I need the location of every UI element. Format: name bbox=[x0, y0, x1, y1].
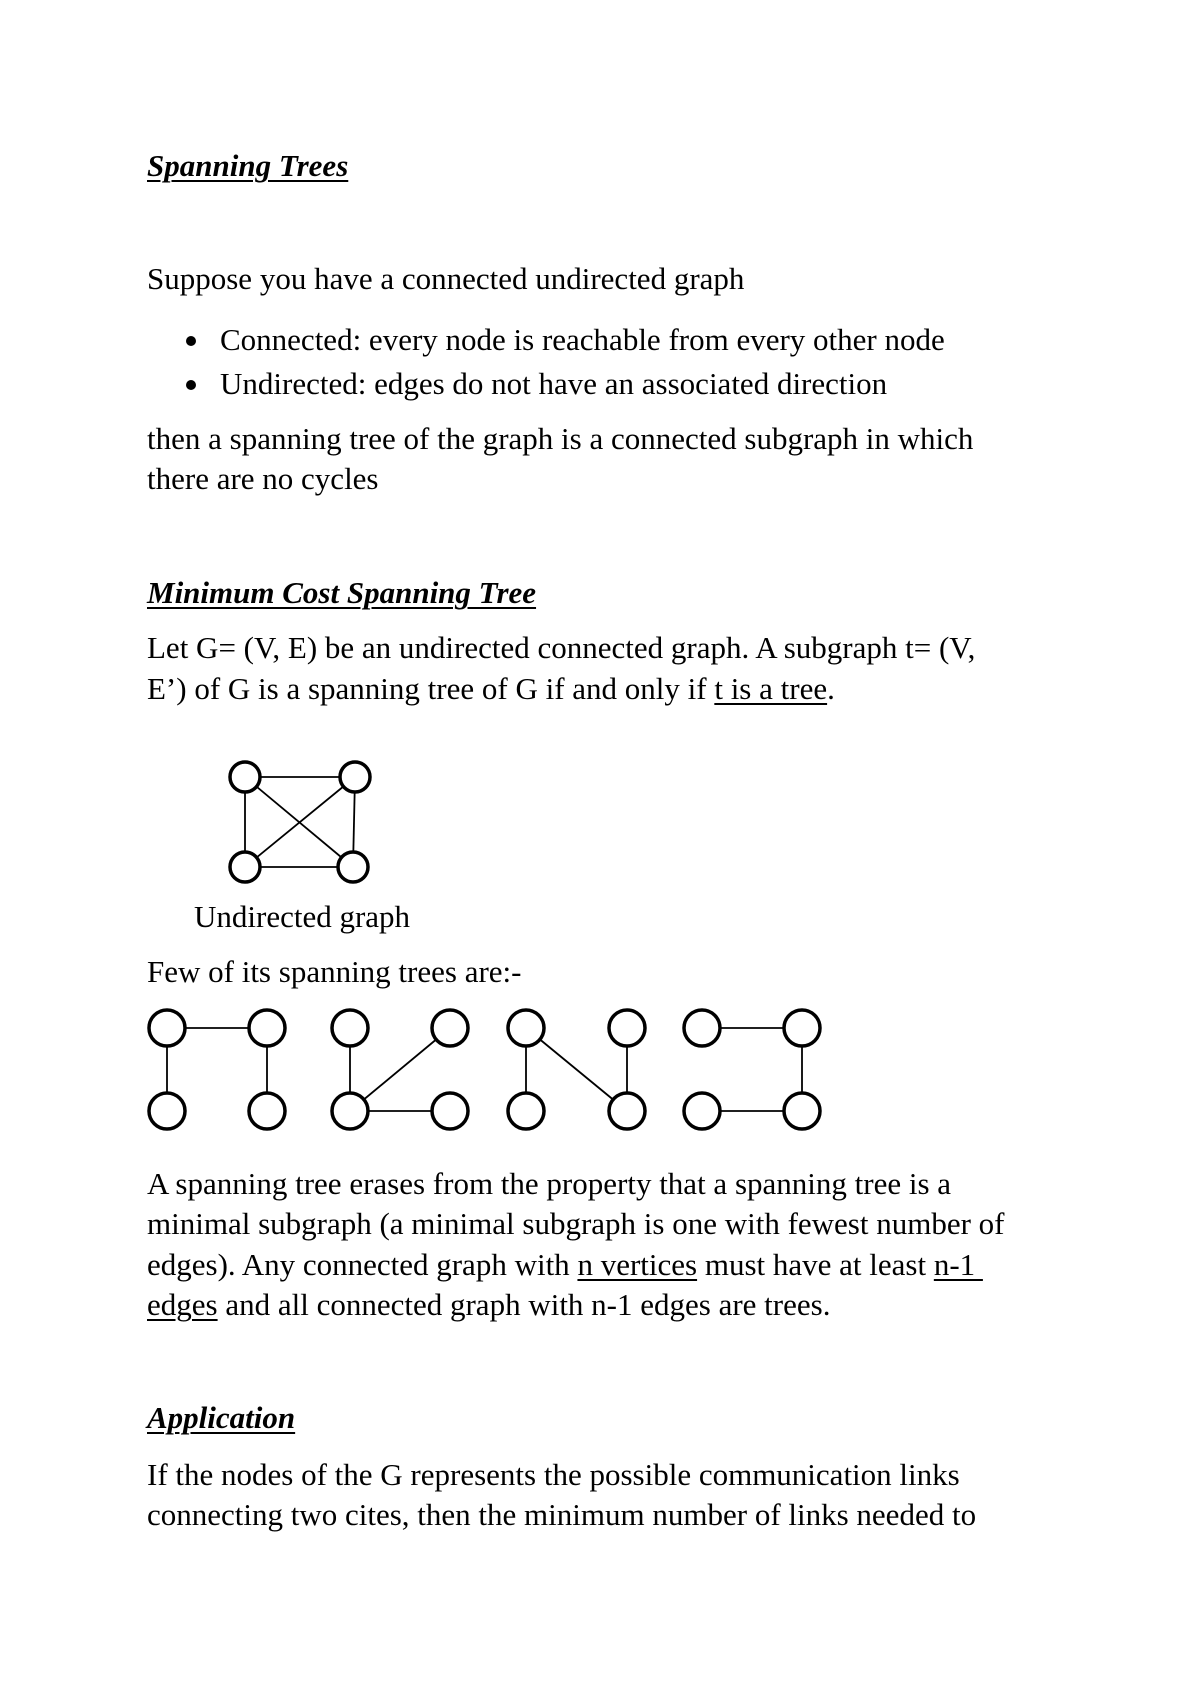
heading-minimum-cost-spanning-tree: Minimum Cost Spanning Tree bbox=[147, 575, 537, 610]
tree-node bbox=[684, 1093, 720, 1129]
graph-caption: Undirected graph bbox=[194, 899, 411, 934]
tree-node bbox=[684, 1010, 720, 1046]
tree-node bbox=[149, 1093, 185, 1129]
underlined-n-vertices: n vertices bbox=[577, 1247, 698, 1282]
underlined-t-is-a-tree: t is a tree bbox=[714, 671, 828, 706]
tree-node bbox=[784, 1010, 820, 1046]
intro-text: Suppose you have a connected undirected graph bbox=[147, 261, 745, 296]
tree-node bbox=[784, 1093, 820, 1129]
paragraph-line-1: A spanning tree erases from the property that a spanning tree is a bbox=[147, 1166, 952, 1201]
spanning-trees-intro: Few of its spanning trees are:- bbox=[147, 954, 522, 989]
tree-node bbox=[149, 1010, 185, 1046]
tree-node bbox=[432, 1093, 468, 1129]
paragraph-line-2: minimal subgraph (a minimal subgraph is one with fewest number of bbox=[147, 1206, 1005, 1241]
application-line-2: connecting two cites, then the minimum number of links needed to bbox=[147, 1497, 977, 1532]
tree-node bbox=[609, 1093, 645, 1129]
tree-node bbox=[332, 1010, 368, 1046]
paragraph-line-4: edges and all connected graph with n-1 edges are trees. bbox=[147, 1287, 831, 1322]
definition-line-2: E’) of G is a spanning tree of G if and only if t is a tree. bbox=[147, 671, 835, 706]
tree-node bbox=[432, 1010, 468, 1046]
definition-line-1: Let G= (V, E) be an undirected connected graph. A subgraph t= (V, bbox=[147, 630, 976, 665]
heading-application: Application bbox=[147, 1400, 296, 1435]
paragraph-line-3: edges). Any connected graph with n vertices must have at least n-1 bbox=[147, 1247, 983, 1282]
bullet-item-undirected: Undirected: edges do not have an associated direction bbox=[147, 362, 945, 406]
tree-node bbox=[609, 1010, 645, 1046]
heading-spanning-trees: Spanning Trees bbox=[147, 148, 349, 183]
conclusion-line-1: then a spanning tree of the graph is a connected subgraph in which bbox=[147, 421, 974, 456]
tree-node bbox=[508, 1093, 544, 1129]
conclusion-line-2: there are no cycles bbox=[147, 461, 379, 496]
tree-node bbox=[332, 1093, 368, 1129]
underlined-edges: edges bbox=[147, 1287, 218, 1322]
bullet-item-connected: Connected: every node is reachable from every other node bbox=[147, 318, 945, 362]
application-line-1: If the nodes of the G represents the possible communication links bbox=[147, 1457, 960, 1492]
tree-node bbox=[508, 1010, 544, 1046]
underlined-n-1: n-1 bbox=[933, 1247, 983, 1282]
tree-node bbox=[249, 1093, 285, 1129]
tree-node bbox=[249, 1010, 285, 1046]
